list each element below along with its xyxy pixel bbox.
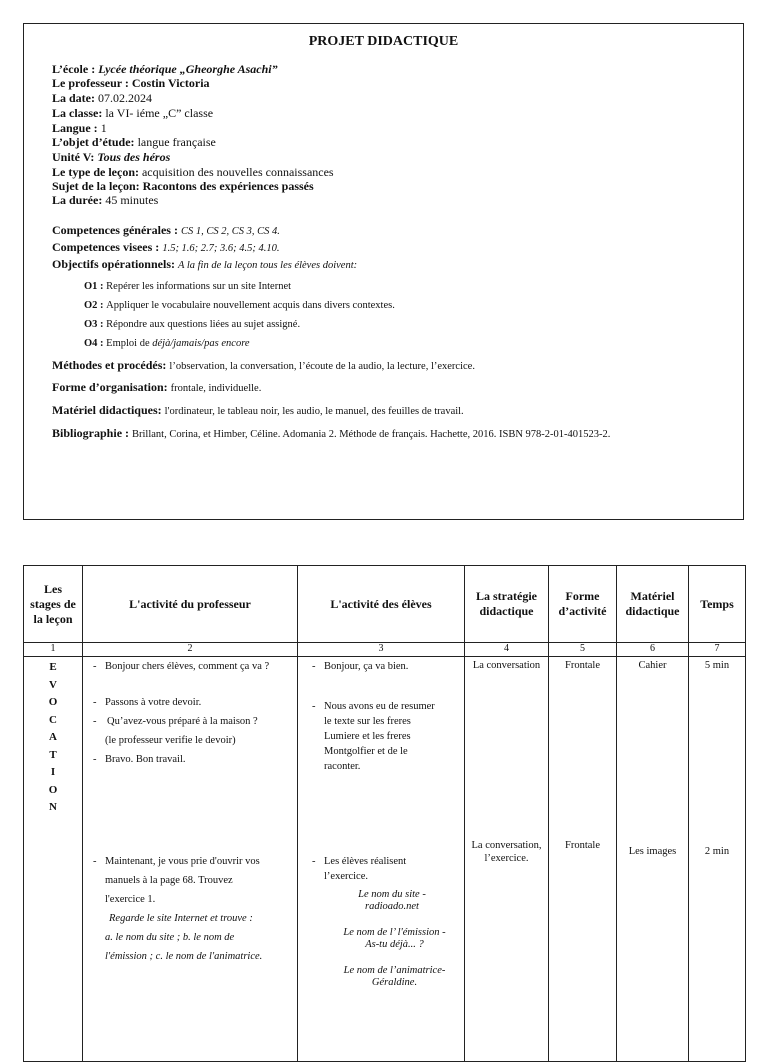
prof-line: - Qu’avez-vous préparé à la maison ? bbox=[93, 716, 258, 727]
temps-text: 5 min bbox=[704, 660, 730, 671]
competences-generales: Competences générales : CS 1, CS 2, CS 3, CS 4. bbox=[52, 223, 280, 237]
page-title: PROJET DIDACTIQUE bbox=[308, 34, 459, 49]
eleves-line: - Nous avons eu de resumer le texte sur les freres Lumiere et les freres Montgolfier et de le raconter. bbox=[312, 701, 435, 772]
unite-line: Unité V: Tous des héros bbox=[52, 150, 171, 164]
col-number: 4 bbox=[465, 643, 549, 657]
header-materiel: Matériel didactique bbox=[617, 566, 689, 643]
header-temps: Temps bbox=[689, 566, 746, 643]
col-number: 5 bbox=[549, 643, 617, 657]
header-strategie: La stratégie didactique bbox=[465, 566, 549, 643]
eleves-answer: Le nom de l’animatrice- Géraldine. bbox=[343, 965, 446, 988]
objective-o4: O4 : Emploi de déjà/jamais/pas encore bbox=[84, 338, 250, 349]
eleves-answer: Le nom du site - radioado.net bbox=[358, 889, 426, 912]
strategie-cell bbox=[465, 657, 549, 1062]
langue-line: Langue : 1 bbox=[52, 121, 107, 135]
project-header-box bbox=[23, 23, 744, 520]
strategie-text: La conversation, l’exercice. bbox=[471, 840, 542, 864]
prof-line: - Bravo. Bon travail. bbox=[93, 754, 186, 765]
strategie-text: La conversation bbox=[472, 660, 541, 671]
objectifs-line: Objectifs opérationnels: A la fin de la leçon tous les élèves doivent: bbox=[52, 257, 358, 271]
duree-line: La durée: 45 minutes bbox=[52, 193, 159, 207]
type-line: Le type de leçon: acquisition des nouvelles connaissances bbox=[52, 165, 334, 179]
table-row-evocation bbox=[24, 657, 746, 1062]
prof-instruction: Regarde le site Internet et trouve : a. le nom du site ; b. le nom de l'émission ; c. le nom de l'animatrice. bbox=[105, 913, 263, 962]
prof-line: (le professeur verifie le devoir) bbox=[105, 735, 236, 746]
temps-cell bbox=[689, 657, 746, 1062]
materiel-text: Cahier bbox=[638, 660, 667, 671]
materiel-cell bbox=[617, 657, 689, 1062]
methodes-line: Méthodes et procédés: l’observation, la conversation, l’écoute de la audio, la lecture, l’exercice. bbox=[52, 358, 475, 372]
forme-cell bbox=[549, 657, 617, 1062]
header-stages: Les stages de la leçon bbox=[24, 566, 83, 643]
col-number: 1 bbox=[24, 643, 83, 657]
prof-activity-cell bbox=[83, 657, 298, 1062]
header-prof: L'activité du professeur bbox=[83, 566, 298, 643]
prof-line: - Maintenant, je vous prie d'ouvrir vos manuels à la page 68. Trouvez l'exercice 1. bbox=[93, 856, 260, 905]
forme-text: Frontale bbox=[565, 660, 600, 671]
table-header-row bbox=[24, 566, 746, 643]
objective-o3: O3 : Répondre aux questions liées au sujet assigné. bbox=[84, 319, 301, 330]
ecole-line: L’école : Lycée théorique „Gheorghe Asachi” bbox=[52, 62, 278, 76]
col-number: 3 bbox=[298, 643, 465, 657]
table-number-row bbox=[24, 643, 746, 657]
lesson-table bbox=[23, 565, 746, 1062]
prof-line: - Passons à votre devoir. bbox=[93, 697, 202, 708]
header-eleves: L'activité des élèves bbox=[298, 566, 465, 643]
bibliographie-line: Bibliographie : Brillant, Corina, et Himber, Céline. Adomania 2. Méthode de français. Hachette, 2016. ISBN 978-2-01-401523-2. bbox=[52, 426, 611, 440]
date-line: La date: 07.02.2024 bbox=[52, 91, 152, 105]
stage-evocation: E V O C A T I O N bbox=[24, 657, 83, 1062]
forme-line: Forme d’organisation: frontale, individuelle. bbox=[52, 380, 262, 394]
classe-line: La classe: la VI- iéme „C” classe bbox=[52, 106, 214, 120]
col-number: 6 bbox=[617, 643, 689, 657]
materiel-text: Les images bbox=[628, 846, 677, 857]
objet-line: L’objet d’étude: langue française bbox=[52, 135, 216, 149]
eleves-line: - Bonjour, ça va bien. bbox=[312, 661, 409, 672]
col-number: 2 bbox=[83, 643, 298, 657]
col-number: 7 bbox=[689, 643, 746, 657]
competences-visees: Competences visees : 1.5; 1.6; 2.7; 3.6; 4.5; 4.10. bbox=[52, 240, 280, 254]
materiel-line: Matériel didactiques: l'ordinateur, le tableau noir, les audio, le manuel, des feuilles de travail. bbox=[52, 403, 464, 417]
objective-o2: O2 : Appliquer le vocabulaire nouvellement acquis dans divers contextes. bbox=[84, 300, 395, 311]
temps-text: 2 min bbox=[704, 846, 730, 857]
eleves-line: - Les élèves réalisent l’exercice. bbox=[312, 856, 407, 882]
prof-line: - Bonjour chers élèves, comment ça va ? bbox=[93, 661, 270, 672]
objective-o1: O1 : Repérer les informations sur un site Internet bbox=[84, 281, 292, 292]
eleves-answer: Le nom de l’ l'émission - As-tu déjà... ? bbox=[343, 927, 446, 950]
eleves-activity-cell bbox=[298, 657, 465, 1062]
header-forme: Forme d’activité bbox=[549, 566, 617, 643]
forme-text: Frontale bbox=[565, 840, 600, 851]
professeur-line: Le professeur : Costin Victoria bbox=[52, 76, 210, 90]
sujet-line: Sujet de la leçon: Racontons des expériences passés bbox=[52, 179, 314, 193]
